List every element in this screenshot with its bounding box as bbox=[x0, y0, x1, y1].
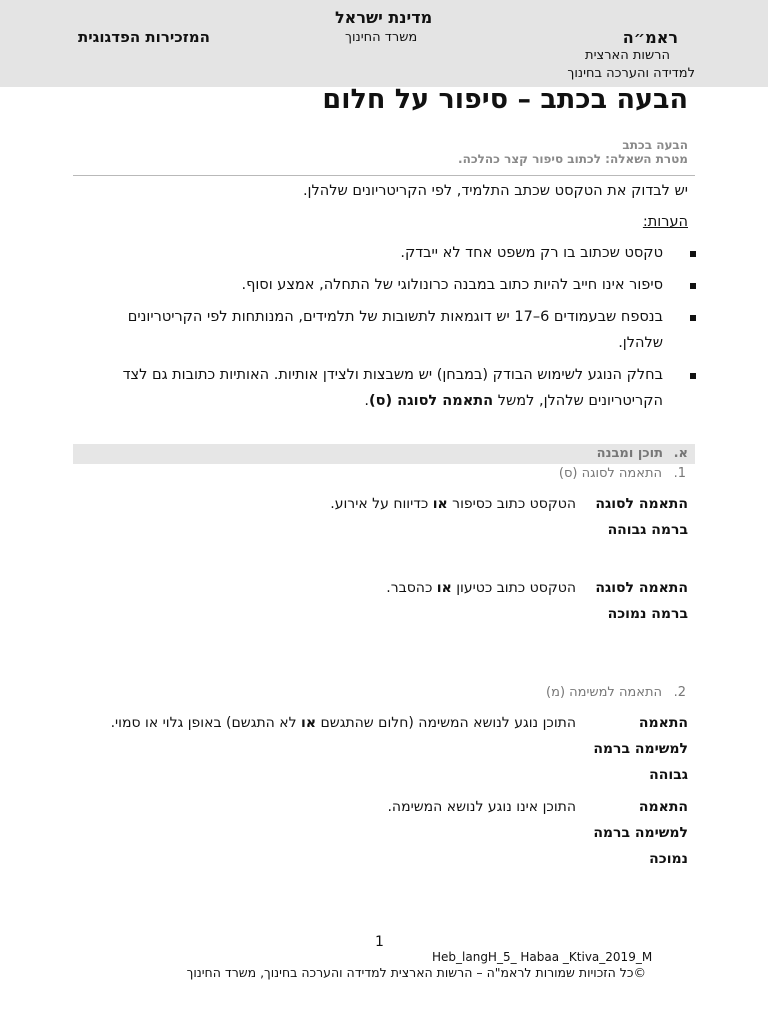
criterion-label: התאמה לסוגה ברמה גבוהה bbox=[595, 496, 688, 538]
note-punct: . bbox=[364, 393, 369, 409]
header-ministry: משרד החינוך bbox=[345, 30, 418, 45]
intro-text: יש לבדוק את הטקסט שכתב התלמיד, לפי הקריטריונים שלהלן. bbox=[302, 183, 688, 199]
list-item bbox=[76, 362, 696, 414]
note-text: סיפור אינו חייב להיות כתוב במבנה כרונולוגי של התחלה, אמצע וסוף. bbox=[241, 277, 663, 293]
criterion-description: התוכן אינו נוגע לנושא המשימה. bbox=[387, 799, 576, 815]
criterion-description: התוכן נוגע לנושא המשימה (חלום שהתגשם או לא התגשם) באופן גלוי או סמוי. bbox=[110, 715, 576, 731]
notes-list bbox=[76, 240, 696, 420]
section-a-title: תוכן ומבנה bbox=[596, 446, 663, 461]
divider bbox=[73, 175, 695, 176]
note-text: בחלק הנוגע לשימוש הבודק (במבחן) יש משבצות ולצידן אותיות. האותיות כתובות גם לצד bbox=[122, 367, 663, 383]
sub1-title: התאמה לסוגה (ס) bbox=[558, 466, 662, 481]
criterion-description: הטקסט כתוב כסיפור או כדיווח על אירוע. bbox=[330, 496, 576, 512]
sub1-number: 1. bbox=[673, 466, 686, 481]
document-code: Heb_langH_5_ Habaa _Ktiva_2019_M bbox=[432, 950, 653, 964]
bullet-icon bbox=[690, 315, 696, 321]
meta-subject: הבעה בכתב bbox=[622, 138, 688, 152]
note-text: טקסט שכתוב בו רק משפט אחד לא ייבדק. bbox=[400, 245, 663, 261]
page-title: הבעה בכתב – סיפור על חלום bbox=[322, 84, 688, 115]
note-text-cont: הקריטריונים שלהלן, למשל bbox=[493, 393, 663, 409]
bullet-icon bbox=[690, 283, 696, 289]
bullet-icon bbox=[690, 373, 696, 379]
criterion-label: התאמה למשימה ברמה גבוהה bbox=[593, 715, 688, 783]
criterion-label: התאמה למשימה ברמה נמוכה bbox=[593, 799, 688, 867]
sub2-number: 2. bbox=[673, 685, 686, 700]
header-authority-line2: למדידה והערכה בחינוך bbox=[567, 66, 695, 81]
list-item bbox=[76, 272, 696, 298]
page-number: 1 bbox=[375, 934, 384, 950]
criterion-label: התאמה לסוגה ברמה נמוכה bbox=[595, 580, 688, 622]
notes-heading: הערות: bbox=[642, 214, 688, 230]
page-header bbox=[0, 0, 768, 87]
copyright-notice: ©כל הזכויות שמורות לראמ"ה – הרשות הארצית למדידה והערכה בחינוך, משרד החינוך bbox=[186, 965, 646, 980]
bullet-icon bbox=[690, 251, 696, 257]
header-state-of-israel: מדינת ישראל bbox=[335, 8, 433, 27]
header-rama: ראמ״ה bbox=[622, 28, 678, 47]
meta-goal: מטרת השאלה: לכתוב סיפור קצר כהלכה. bbox=[458, 152, 688, 166]
list-item bbox=[76, 240, 696, 266]
criterion-description: הטקסט כתוב כטיעון או כהסבר. bbox=[386, 580, 576, 596]
list-item bbox=[76, 304, 696, 356]
note-bold-example: התאמה לסוגה (ס) bbox=[369, 393, 494, 409]
header-authority-line1: הרשות הארצית bbox=[585, 48, 670, 63]
note-text-cont: שלהלן. bbox=[618, 335, 663, 351]
section-a-number: א. bbox=[673, 446, 688, 461]
header-pedagogic-secretariat: המזכירות הפדגוגית bbox=[78, 28, 210, 46]
note-text: בנספח שבעמודים 6–17 יש דוגמאות לתשובות של תלמידים, המנותחות לפי הקריטריונים bbox=[127, 309, 663, 325]
sub2-title: התאמה למשימה (מ) bbox=[546, 685, 662, 700]
